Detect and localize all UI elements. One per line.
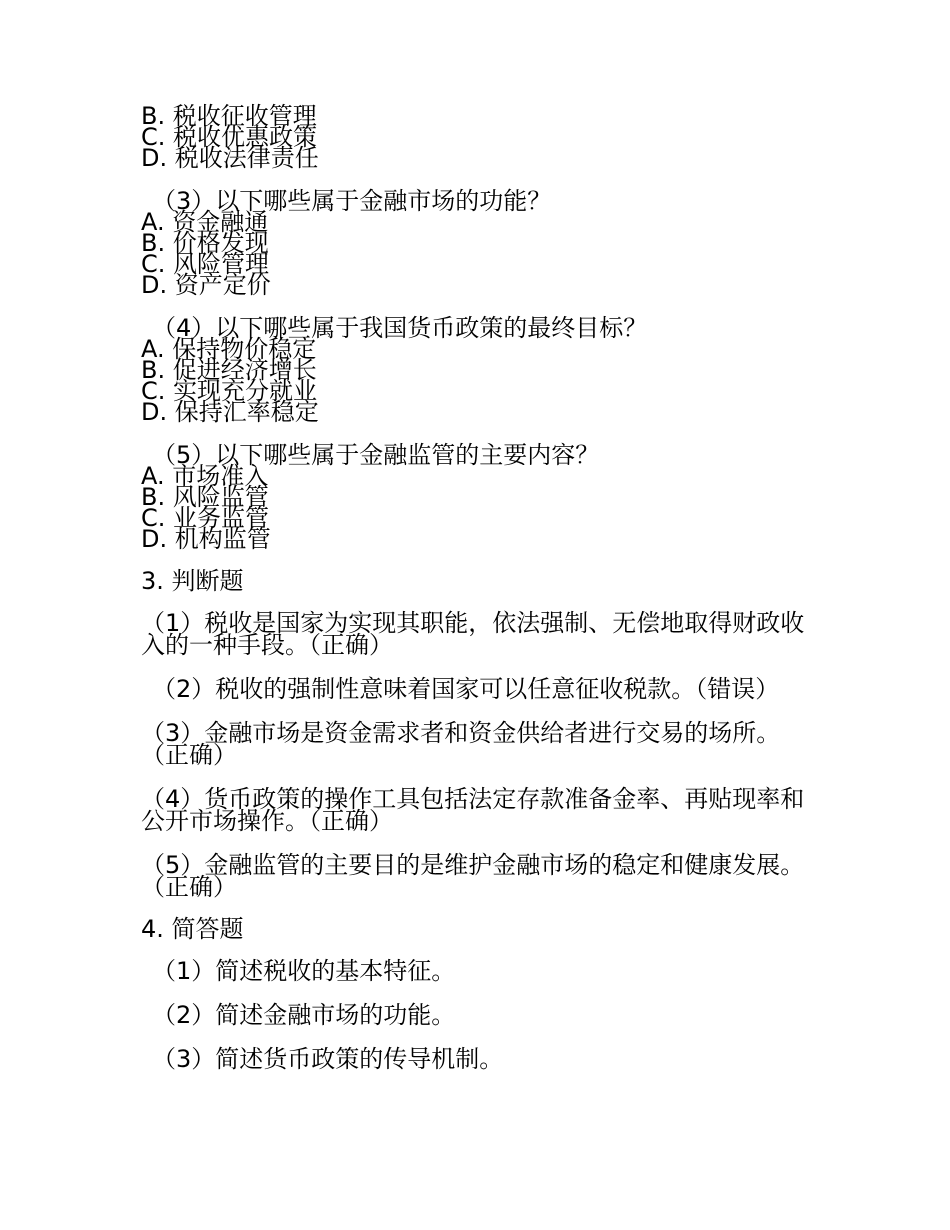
short-answer-item: （3）简述货币政策的传导机制。 xyxy=(152,1045,504,1073)
option-c: C. 风险管理 xyxy=(141,250,270,278)
q2-options-continued xyxy=(141,102,811,172)
option-a: A. 市场准入 xyxy=(141,462,269,490)
question-3-block xyxy=(141,187,811,299)
short-answer-item: （2）简述金融市场的功能。 xyxy=(152,1001,456,1029)
option-b: B. 风险监管 xyxy=(141,483,269,511)
tf-item: （1）税收是国家为实现其职能，依法强制、无偿地取得财政收入的一种手段。（正确） xyxy=(141,609,805,659)
document-page xyxy=(141,102,811,1073)
option-d: D. 机构监管 xyxy=(141,525,271,553)
tf-item: （2）税收的强制性意味着国家可以任意征收税款。（错误） xyxy=(152,675,780,703)
option-b: B. 促进经济增长 xyxy=(141,356,317,384)
option-a: A. 保持物价稳定 xyxy=(141,335,317,363)
tf-item: （5）金融监管的主要目的是维护金融市场的稳定和健康发展。（正确） xyxy=(141,851,805,901)
option-c: C. 实现充分就业 xyxy=(141,377,318,405)
question-text: （3）以下哪些属于金融市场的功能？ xyxy=(152,187,552,215)
section-heading-true-false: 3. 判断题 xyxy=(141,567,244,595)
option-d: D. 税收法律责任 xyxy=(141,144,319,172)
tf-item: （3）金融市场是资金需求者和资金供给者进行交易的场所。（正确） xyxy=(141,719,781,769)
question-5-block xyxy=(141,441,811,553)
short-answer-item: （1）简述税收的基本特征。 xyxy=(152,957,456,985)
option-d: D. 资产定价 xyxy=(141,271,271,299)
tf-item: （4）货币政策的操作工具包括法定存款准备金率、再贴现率和公开市场操作。（正确） xyxy=(141,785,805,835)
question-4-block xyxy=(141,314,811,426)
option-c: C. 税收优惠政策 xyxy=(141,123,318,151)
option-a: A. 资金融通 xyxy=(141,208,269,236)
option-b: B. 税收征收管理 xyxy=(141,102,317,130)
question-text: （5）以下哪些属于金融监管的主要内容？ xyxy=(152,441,600,469)
option-c: C. 业务监管 xyxy=(141,504,270,532)
option-b: B. 价格发现 xyxy=(141,229,269,257)
section-heading-short-answer: 4. 简答题 xyxy=(141,915,244,943)
question-text: （4）以下哪些属于我国货币政策的最终目标？ xyxy=(152,314,648,342)
option-d: D. 保持汇率稳定 xyxy=(141,398,319,426)
